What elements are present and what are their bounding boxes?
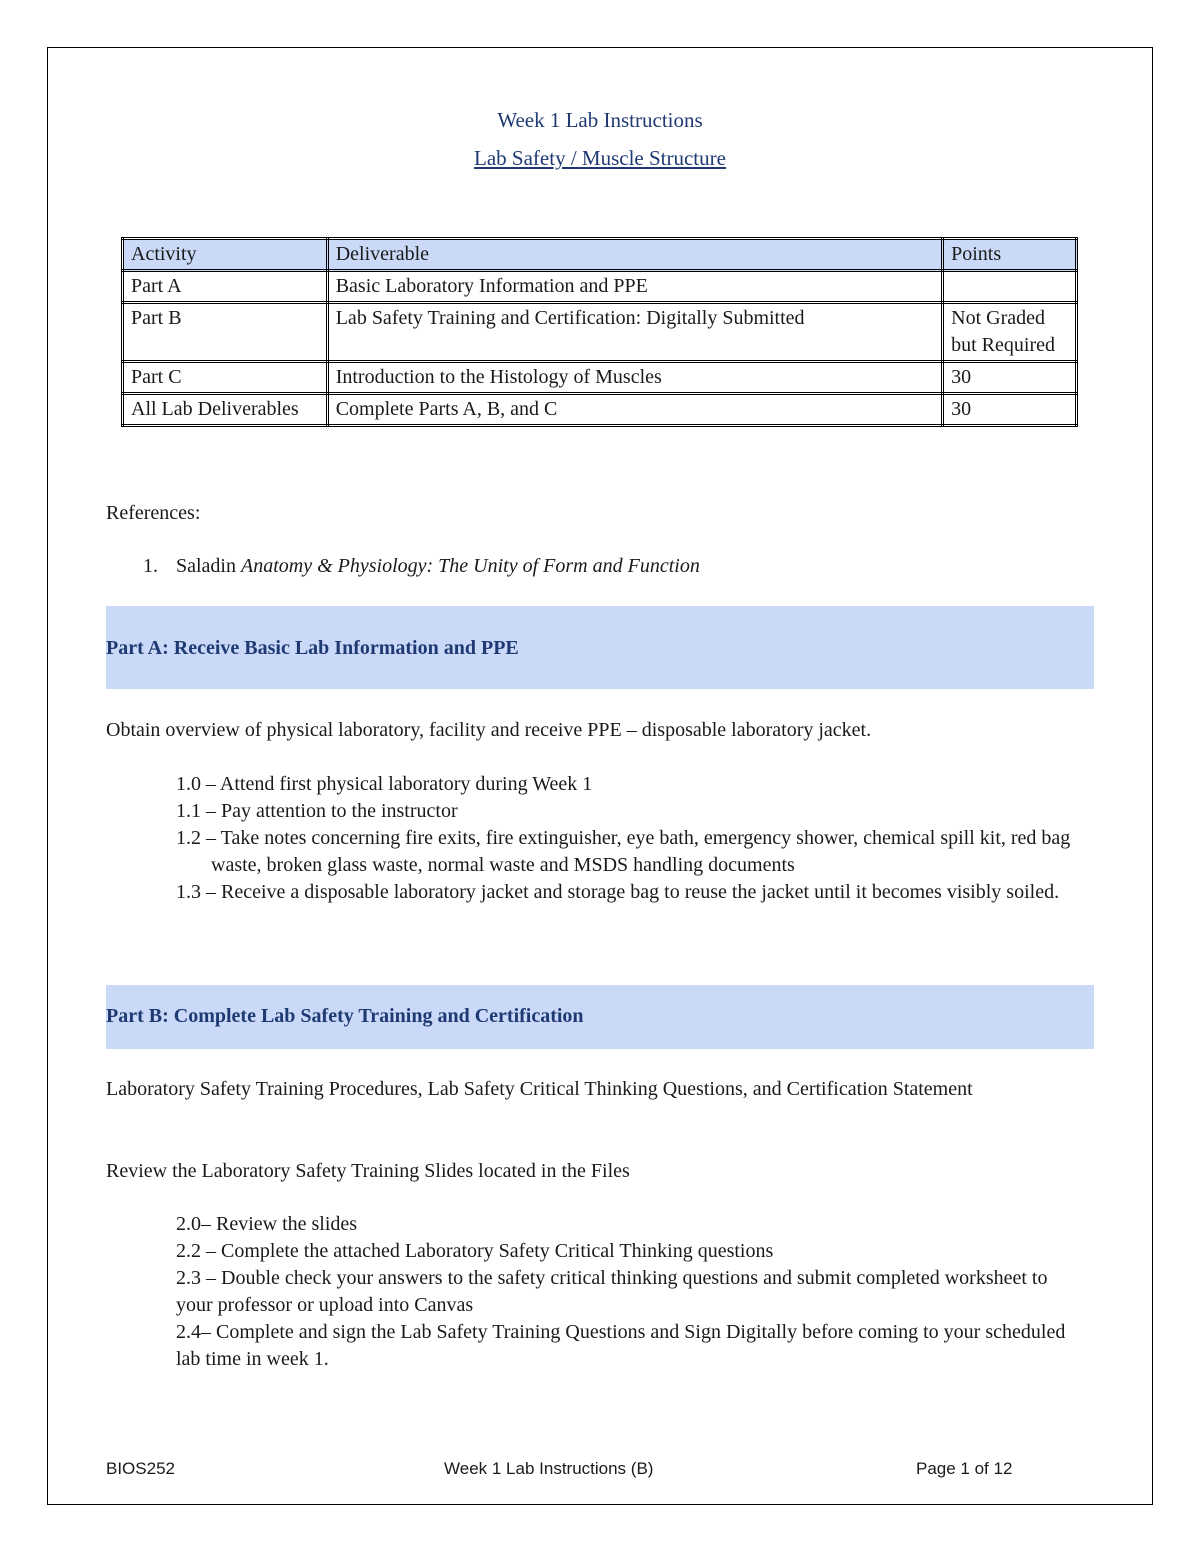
reference-number: 1. — [143, 555, 158, 577]
column-header: Points — [943, 239, 1077, 271]
footer-course: BIOS252 — [106, 1459, 175, 1478]
part-b-heading-band — [106, 985, 1094, 1049]
footer-page-number: Page 1 of 12 — [916, 1459, 1013, 1478]
table-cell: Introduction to the Histology of Muscles — [327, 362, 942, 394]
list-item: 2.4– Complete and sign the Lab Safety Training Questions and Sign Digitally before coming to your scheduled lab time in week 1. — [176, 1321, 1066, 1370]
list-item: 2.3 – Double check your answers to the safety critical thinking questions and submit completed worksheet to your professor or upload into Canvas — [176, 1267, 1048, 1316]
reference-author: Saladin — [176, 555, 241, 577]
references-label: References: — [106, 502, 201, 524]
table-row — [123, 303, 1077, 362]
table-cell: Part B — [123, 303, 328, 362]
part-b-intro: Laboratory Safety Training Procedures, Lab Safety Critical Thinking Questions, and Certification Statement — [106, 1078, 973, 1100]
deliverables-table — [121, 237, 1078, 427]
table-cell: 30 — [943, 394, 1077, 426]
footer-document: Week 1 Lab Instructions (B) — [444, 1459, 654, 1478]
reference-item — [143, 555, 700, 578]
part-a-steps — [176, 771, 1086, 906]
table-row — [123, 362, 1077, 394]
table-row — [123, 271, 1077, 303]
list-item: 2.0– Review the slides — [176, 1213, 358, 1235]
list-item: 2.2 – Complete the attached Laboratory Safety Critical Thinking questions — [176, 1240, 774, 1262]
table-cell: Part C — [123, 362, 328, 394]
table-cell: Complete Parts A, B, and C — [327, 394, 942, 426]
part-a-heading: Part A: Receive Basic Lab Information and PPE — [106, 637, 519, 659]
part-b-review: Review the Laboratory Safety Training Slides located in the Files — [106, 1160, 630, 1182]
table-cell: Part A — [123, 271, 328, 303]
table-cell: Not Graded but Required — [943, 303, 1077, 362]
part-a-heading-band — [106, 606, 1094, 689]
list-item: 1.0 – Attend first physical laboratory during Week 1 — [176, 773, 593, 795]
table-cell: 30 — [943, 362, 1077, 394]
table-cell: All Lab Deliverables — [123, 394, 328, 426]
table-header-row — [123, 239, 1077, 271]
table-cell: Basic Laboratory Information and PPE — [327, 271, 942, 303]
reference-title: Anatomy & Physiology: The Unity of Form and Function — [241, 555, 700, 577]
list-item: 1.3 – Receive a disposable laboratory jacket and storage bag to reuse the jacket until it becomes visibly soiled. — [176, 881, 1060, 903]
table-cell: Lab Safety Training and Certification: Digitally Submitted — [327, 303, 942, 362]
page-title: Week 1 Lab Instructions — [497, 108, 703, 132]
column-header: Deliverable — [327, 239, 942, 271]
table-row — [123, 394, 1077, 426]
list-item: 1.2 – Take notes concerning fire exits, fire extinguisher, eye bath, emergency shower, chemical spill kit, red bag waste, broken glass waste, normal waste and MSDS handling documents — [176, 827, 1071, 876]
part-b-heading: Part B: Complete Lab Safety Training and Certification — [106, 1005, 584, 1027]
part-b-steps — [176, 1211, 1086, 1373]
part-a-intro: Obtain overview of physical laboratory, facility and receive PPE – disposable laboratory jacket. — [106, 719, 872, 741]
table-cell — [943, 271, 1077, 303]
list-item: 1.1 – Pay attention to the instructor — [176, 800, 458, 822]
page-subtitle: Lab Safety / Muscle Structure — [474, 146, 726, 170]
column-header: Activity — [123, 239, 328, 271]
